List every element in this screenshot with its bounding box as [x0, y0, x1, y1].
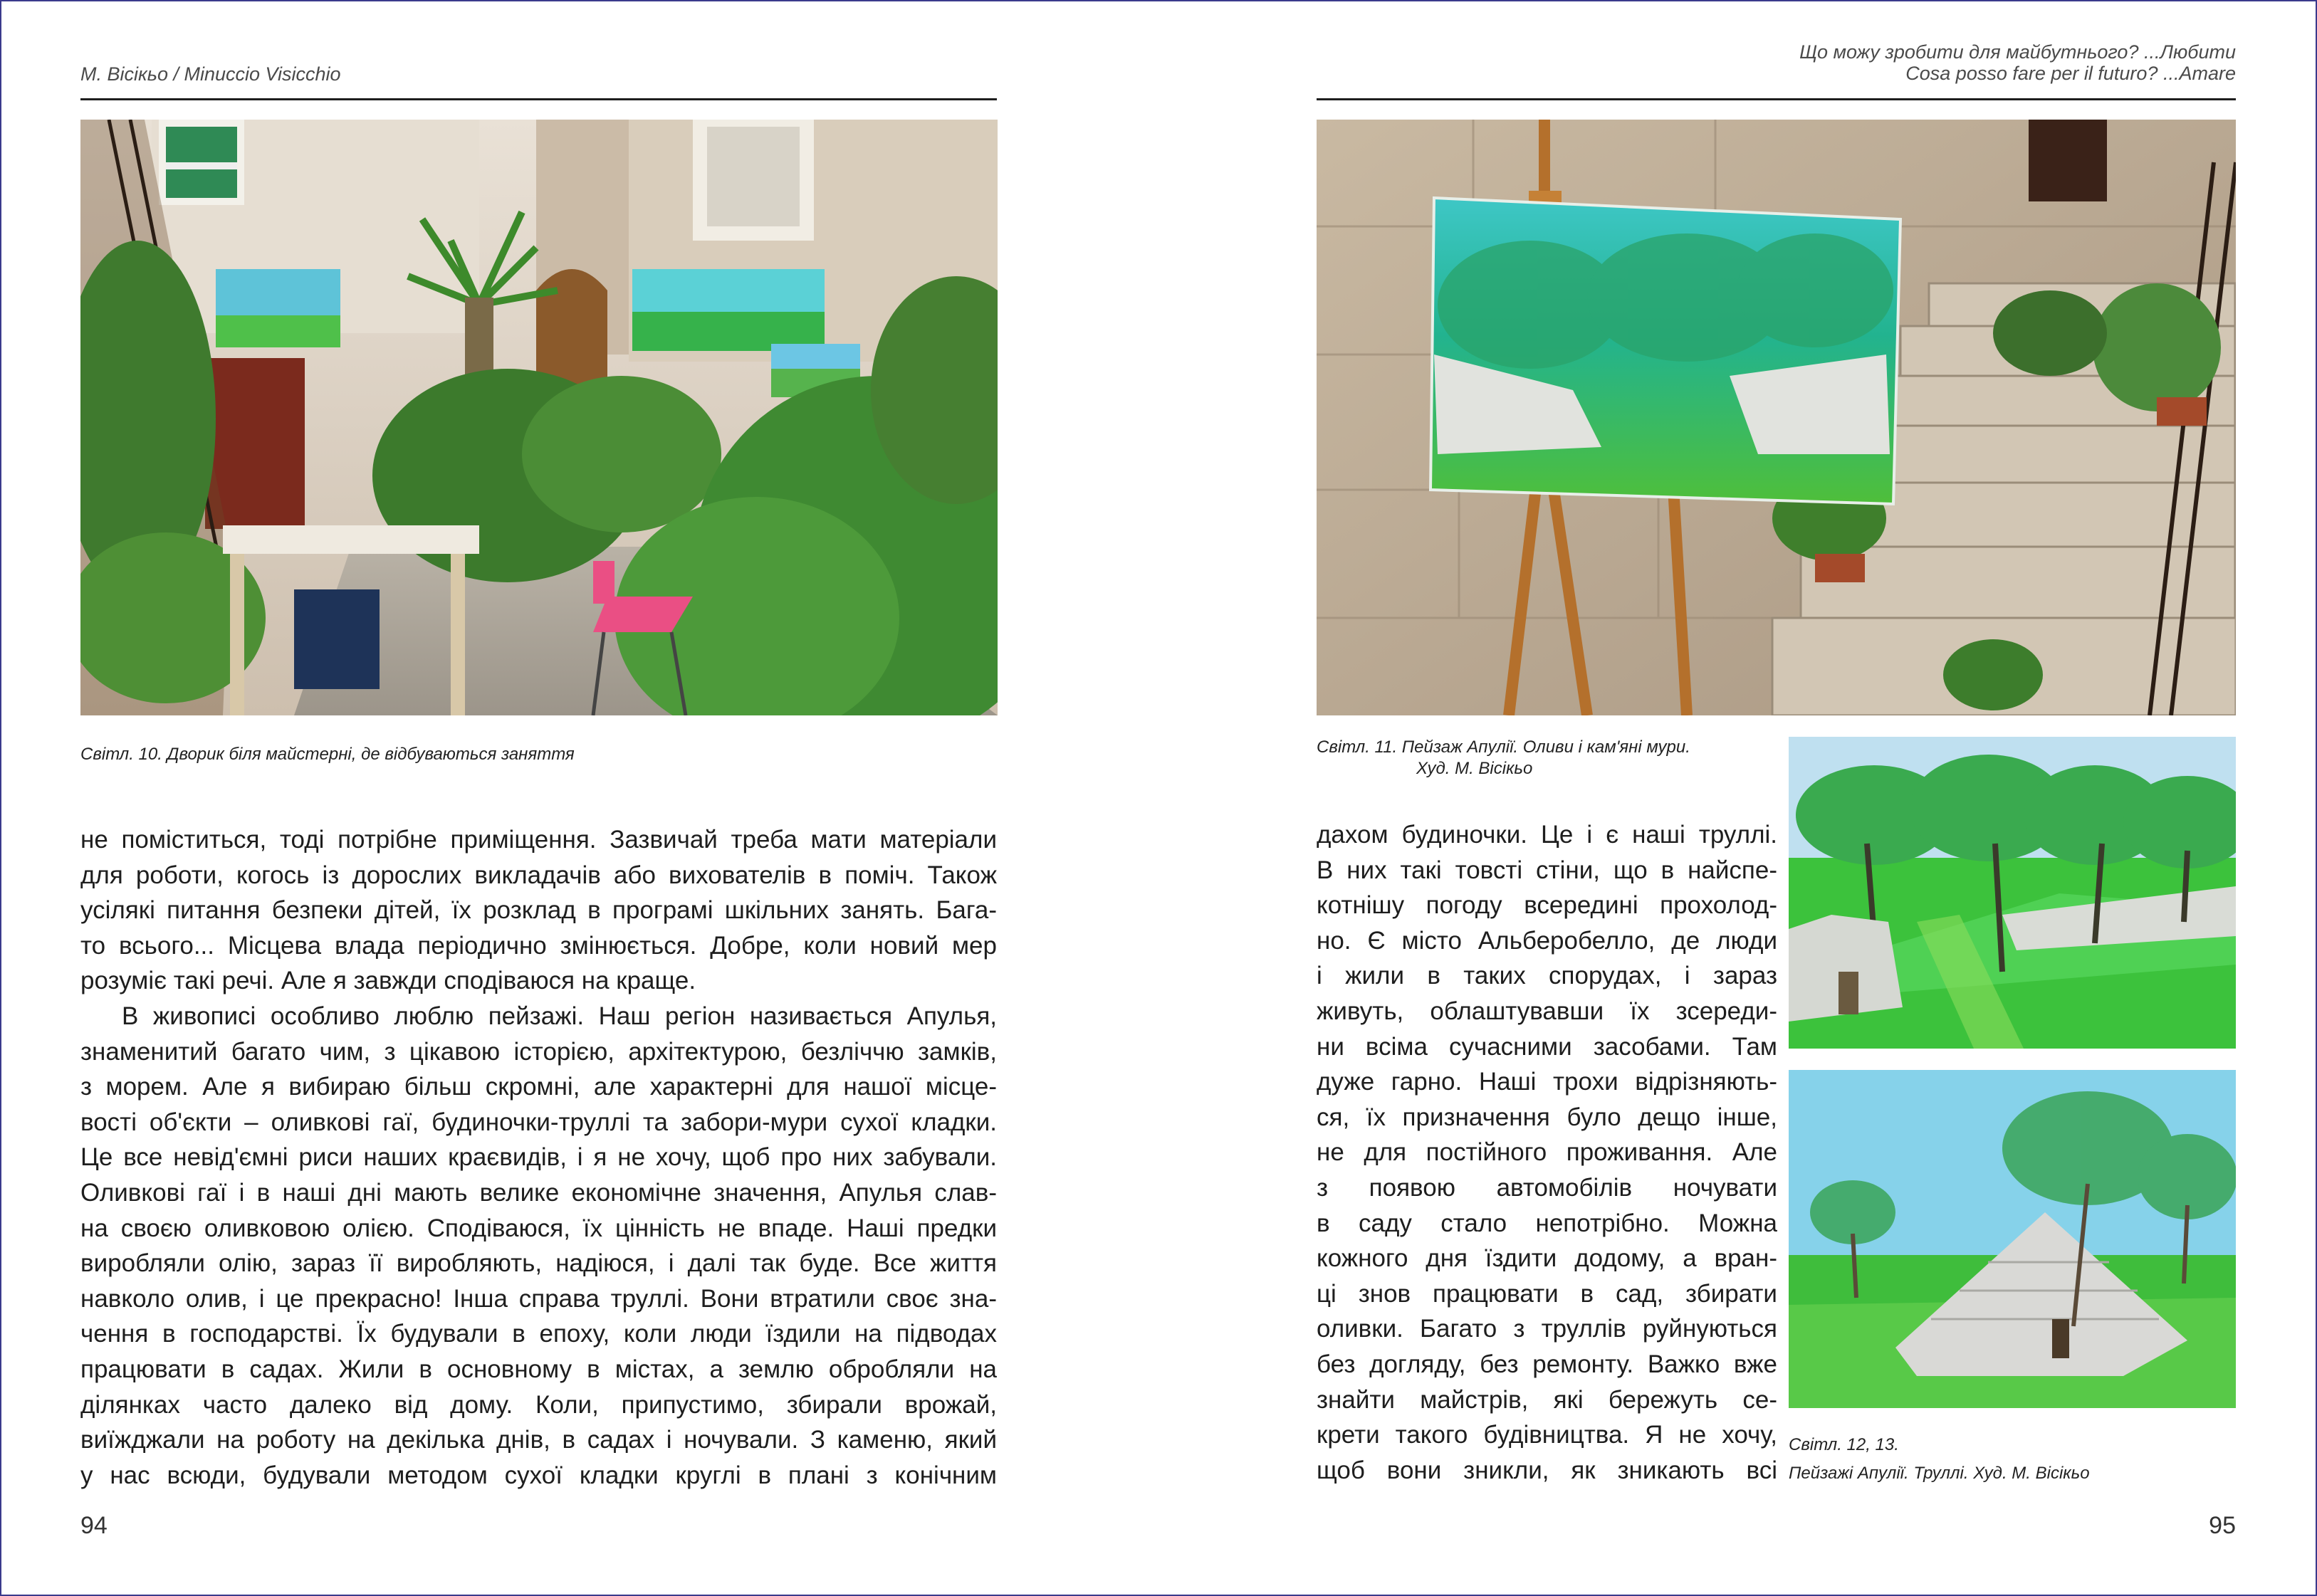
- body-line: виробляли олію, зараз її виробляють, надіюся, і далі так буде. Все життя: [80, 1249, 997, 1278]
- body-line: знаменитий багато чим, з цікавою історією, архітектурою, безліччю замків,: [80, 1037, 997, 1066]
- olive-grove-painting: [1789, 737, 2236, 1049]
- running-head-left: M. Вісікьо / Minuccio Visicchio: [80, 63, 341, 85]
- body-line: виїжджали на роботу на декілька днів, в садах і ночували. З каменю, який: [80, 1426, 997, 1454]
- photo-11-caption-title: Світл. 11. Пейзаж Апулії. Оливи і кам'яні мури.: [1317, 737, 1690, 757]
- right-page: [1158, 0, 2317, 1596]
- body-line: Оливкові гаї і в наші дні мають велике економічне значення, Апулья слав-: [80, 1178, 997, 1207]
- running-head-italian: Cosa posso fare per il futuro? ...Amare: [1905, 63, 2236, 84]
- body-line: живуть, облаштувавши їх зсереди-: [1317, 997, 1777, 1025]
- olive-grove-painting-image: [1789, 737, 2236, 1049]
- body-line: в саду стало непотрібно. Можна: [1317, 1209, 1777, 1237]
- page-number-right: 95: [2209, 1512, 2236, 1539]
- body-line: знайти майстрів, які бережуть се-: [1317, 1385, 1777, 1414]
- body-line: чення в господарстві. Їх будували в епоху, коли люди їздили на підводах: [80, 1320, 997, 1348]
- body-line: у нас всюди, будували методом сухої кладки круглі в плані з конічним: [80, 1461, 997, 1489]
- header-rule-left: [80, 98, 997, 100]
- left-page: [0, 0, 1158, 1596]
- left-body-text: [80, 822, 997, 1493]
- body-line: з морем. Але я вибираю більш скромні, але характерні для нашої місце-: [80, 1073, 997, 1101]
- courtyard-photo: [80, 120, 998, 715]
- photo-12-13-caption-title: Пейзажі Апулії. Труллі. Худ. М. Вісікьо: [1789, 1464, 2090, 1483]
- photo-10-caption: Світл. 10. Дворик біля майстерні, де відбуваються заняття: [80, 745, 575, 764]
- right-body-text: [1317, 817, 1777, 1488]
- body-line: котнішу погоду всередині прохолод-: [1317, 891, 1777, 920]
- body-line: но. Є місто Альберобелло, де люди: [1317, 926, 1777, 955]
- easel-photo: [1317, 120, 2236, 715]
- body-line: вості об'єкти – оливкові гаї, будиночки-труллі та забори-мури сухої кладки.: [80, 1108, 997, 1136]
- body-line: на своєю оливковою олією. Сподіваюся, їх цінність не впаде. Наші предки: [80, 1214, 997, 1242]
- trullo-painting-image: [1789, 1070, 2236, 1408]
- body-line: працювати в садах. Жили в основному в містах, а землю обробляли на: [80, 1355, 997, 1383]
- photo-12-13-caption-number: Світл. 12, 13.: [1789, 1435, 1899, 1454]
- body-line: оливки. Багато з труллів руйнуються: [1317, 1315, 1777, 1343]
- body-line: щоб вони зникли, як зникають всі: [1317, 1456, 1777, 1484]
- body-line: для роботи, когось із дорослих викладачів або вихователів в поміч. Також: [80, 861, 997, 889]
- body-line: не поміститься, тоді потрібне приміщення. Зазвичай треба мати матеріали: [80, 826, 997, 854]
- body-line: кожного дня їздити додому, а вран-: [1317, 1244, 1777, 1273]
- body-line: крети такого будівництва. Я не хочу,: [1317, 1421, 1777, 1449]
- body-line: В живописі особливо люблю пейзажі. Наш регіон називається Апулья,: [122, 1002, 997, 1030]
- body-line: дуже гарно. Наші трохи відрізняють-: [1317, 1068, 1777, 1096]
- easel-photo-image: [1317, 120, 2236, 715]
- body-line: ділянках часто далеко від дому. Коли, припустимо, збирали врожай,: [80, 1390, 997, 1419]
- photo-12-13-caption: [1789, 1431, 2090, 1488]
- body-line: дахом будиночки. Це і є наші труллі.: [1317, 821, 1777, 849]
- body-line: ці знов працювати в сад, збирати: [1317, 1279, 1777, 1308]
- body-line: розуміє такі речі. Але я завжди сподіваюся на краще.: [80, 967, 696, 995]
- body-line: з появою автомобілів ночувати: [1317, 1173, 1777, 1202]
- page-number-left: 94: [80, 1512, 108, 1539]
- photo-11-caption: [1317, 737, 1690, 779]
- body-line: без догляду, без ремонту. Важко вже: [1317, 1350, 1777, 1378]
- body-line: усілякі питання безпеки дітей, їх розклад в програмі шкільних занять. Бага-: [80, 896, 997, 925]
- body-line: ся, їх призначення було дещо інше,: [1317, 1103, 1777, 1131]
- trullo-painting: [1789, 1070, 2236, 1408]
- running-head-ukrainian: Що можу зробити для майбутнього? ...Любити: [1799, 41, 2236, 63]
- courtyard-photo-image: [80, 120, 998, 715]
- header-rule-right: [1317, 98, 2236, 100]
- body-line: Це все невід'ємні риси наших краєвидів, і я не хочу, щоб про них забували.: [80, 1143, 997, 1172]
- running-head-right: [1799, 41, 2236, 84]
- body-line: і жили в таких спорудах, і зараз: [1317, 962, 1777, 990]
- body-line: не для постійного проживання. Але: [1317, 1138, 1777, 1167]
- body-line: то всього... Місцева влада періодично змінюється. Добре, коли новий мер: [80, 931, 997, 960]
- body-line: ни всіма сучасними засобами. Там: [1317, 1032, 1777, 1061]
- photo-11-caption-author: Худ. М. Вісікьо: [1416, 759, 1533, 778]
- body-line: навколо олив, і це прекрасно! Інша справа труллі. Вони втратили своє зна-: [80, 1284, 997, 1313]
- body-line: В них такі товсті стіни, що в найспе-: [1317, 856, 1777, 884]
